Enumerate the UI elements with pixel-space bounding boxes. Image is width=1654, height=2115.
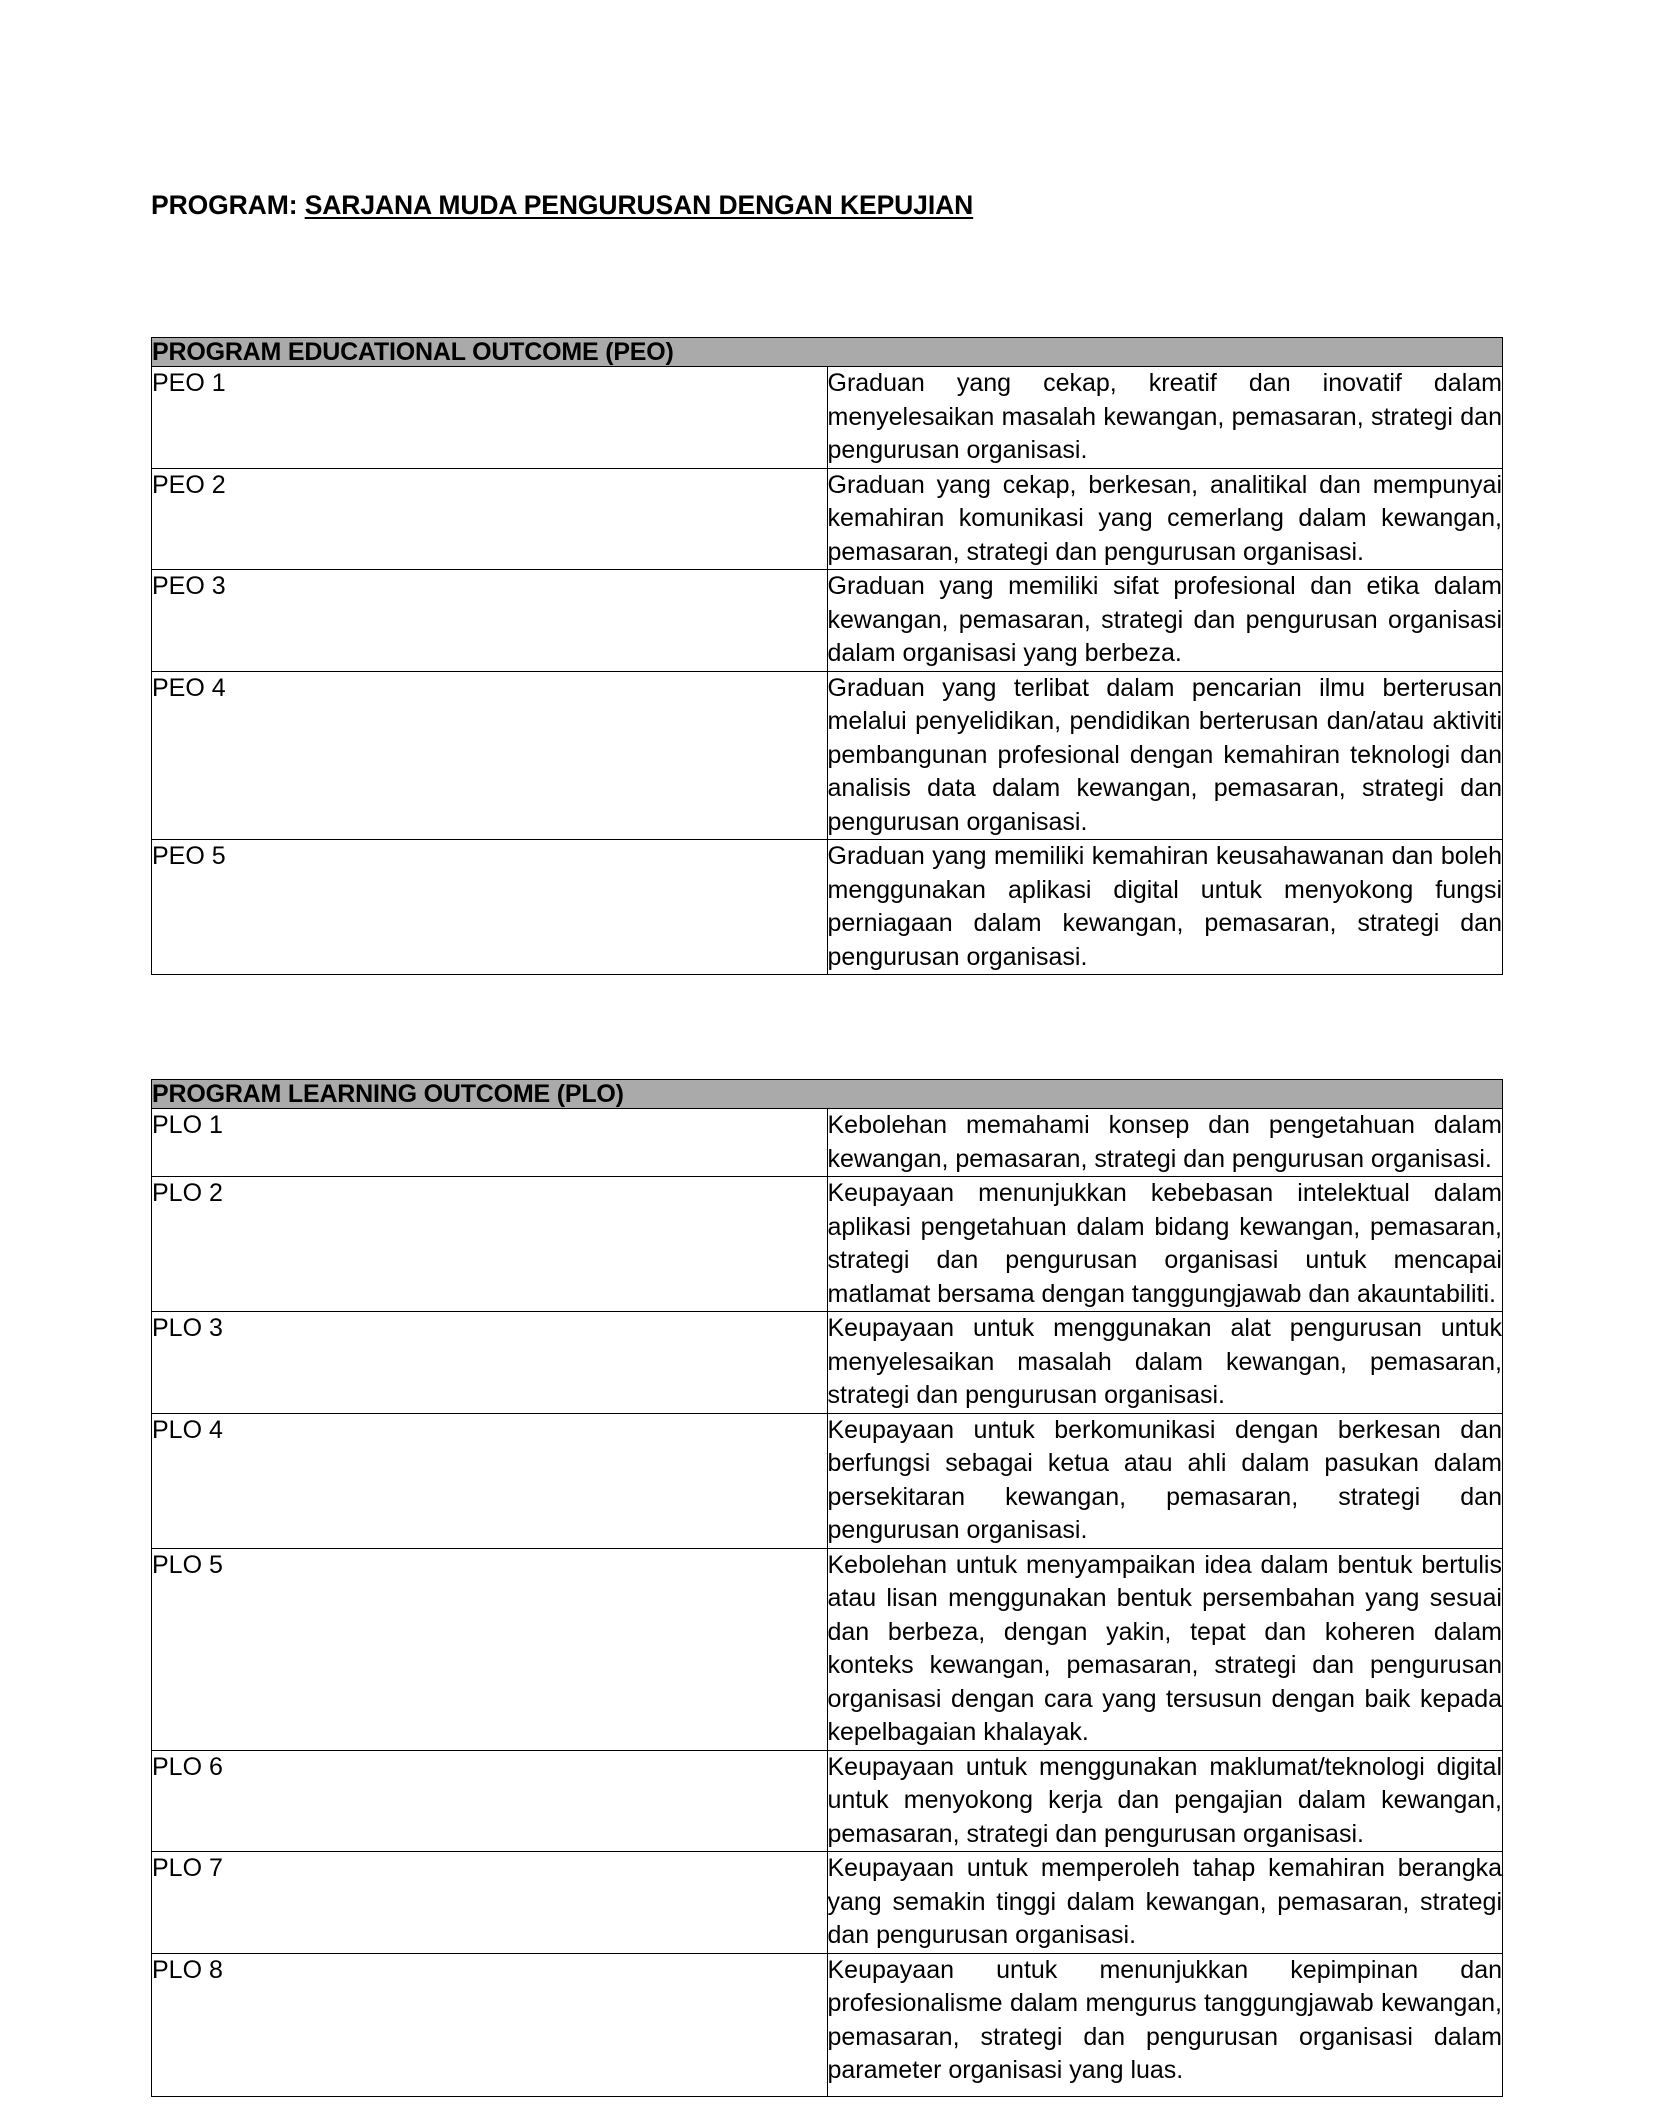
plo-description — [827, 1548, 1503, 1750]
plo-description-text: Keupayaan untuk berkomunikasi dengan berkesan dan berfungsi sebagai ketua atau ahli dalam pasukan dalam persekitaran kewangan, pemasaran, strategi dan pengurusan organisasi. — [827, 1415, 1502, 1544]
plo-description-text: Keupayaan untuk menggunakan maklumat/teknologi digital untuk menyokong kerja dan pengajian dalam kewangan, pemasaran, strategi dan pengurusan organisasi. — [827, 1752, 1502, 1848]
plo-description — [827, 1413, 1503, 1548]
table-row — [152, 1312, 1503, 1414]
plo-description-text: Kebolehan untuk menyampaikan idea dalam bentuk bertulis atau lisan menggunakan bentuk persembahan yang sesuai dan berbeza, dengan yakin, tepat dan koheren dalam konteks kewangan, pemasaran, strategi dan pengurusan organisasi dengan cara yang tersusun dengan baik kepada kepelbagaian khalayak. — [827, 1550, 1502, 1746]
plo-code: PLO 5 — [152, 1548, 828, 1750]
peo-description-text: Graduan yang cekap, berkesan, analitikal dan mempunyai kemahiran komunikasi yang cemerlang dalam kewangan, pemasaran, strategi dan pengurusan organisasi. — [827, 470, 1502, 566]
table-row — [152, 1852, 1503, 1954]
table-row — [152, 1413, 1503, 1548]
peo-description — [827, 840, 1503, 975]
plo-code: PLO 7 — [152, 1852, 828, 1954]
plo-table-body — [152, 1080, 1503, 2097]
peo-table — [151, 337, 1503, 975]
plo-description-text: Keupayaan untuk memperoleh tahap kemahiran berangka yang semakin tinggi dalam kewangan, pemasaran, strategi dan pengurusan organisasi. — [827, 1854, 1502, 1949]
peo-code: PEO 5 — [152, 840, 828, 975]
plo-description-text: Keupayaan untuk menggunakan alat pengurusan untuk menyelesaikan masalah dalam kewangan, pemasaran, strategi dan pengurusan organisasi. — [827, 1314, 1502, 1409]
plo-description — [827, 1312, 1503, 1414]
plo-description — [827, 1852, 1503, 1954]
table-row — [152, 570, 1503, 672]
page-title-label: PROGRAM: — [151, 190, 298, 220]
peo-table-header-row — [152, 338, 1503, 367]
plo-code: PLO 8 — [152, 1953, 828, 2096]
table-row — [152, 1548, 1503, 1750]
table-row — [152, 1953, 1503, 2096]
table-row — [152, 367, 1503, 469]
peo-description — [827, 570, 1503, 672]
page-title — [151, 190, 973, 221]
peo-description-text: Graduan yang memiliki sifat profesional dan etika dalam kewangan, pemasaran, strategi dan pengurusan organisasi dalam organisasi yang berbeza. — [827, 572, 1502, 667]
plo-description — [827, 1750, 1503, 1852]
plo-description-text: Keupayaan menunjukkan kebebasan intelektual dalam aplikasi pengetahuan dalam bidang kewangan, pemasaran, strategi dan pengurusan organisasi untuk mencapai matlamat bersama dengan tanggungjawab dan akauntabiliti. — [827, 1179, 1502, 1308]
peo-description — [827, 671, 1503, 840]
plo-description — [827, 1953, 1503, 2096]
plo-table — [151, 1079, 1503, 2097]
plo-code: PLO 1 — [152, 1109, 828, 1177]
peo-description-text: Graduan yang cekap, kreatif dan inovatif dalam menyelesaikan masalah kewangan, pemasaran, strategi dan pengurusan organisasi. — [827, 369, 1502, 464]
table-row — [152, 671, 1503, 840]
table-row — [152, 1750, 1503, 1852]
peo-description — [827, 468, 1503, 570]
plo-section-header: PROGRAM LEARNING OUTCOME (PLO) — [152, 1080, 1503, 1109]
table-row — [152, 468, 1503, 570]
plo-description-text: Keupayaan untuk menunjukkan kepimpinan dan profesionalisme dalam mengurus tanggungjawab kewangan, pemasaran, strategi dan pengurusan organisasi dalam parameter organisasi yang luas. — [827, 1955, 1502, 2084]
peo-code: PEO 3 — [152, 570, 828, 672]
plo-description-text: Kebolehan memahami konsep dan pengetahuan dalam kewangan, pemasaran, strategi dan pengurusan organisasi. — [827, 1111, 1502, 1173]
plo-code: PLO 4 — [152, 1413, 828, 1548]
peo-description-text: Graduan yang terlibat dalam pencarian ilmu berterusan melalui penyelidikan, pendidikan berterusan dan/atau aktiviti pembangunan profesional dengan kemahiran teknologi dan analisis data dalam kewangan, pemasaran, strategi dan pengurusan organisasi. — [827, 673, 1502, 836]
plo-code: PLO 2 — [152, 1177, 828, 1312]
peo-code: PEO 4 — [152, 671, 828, 840]
plo-table-header-row — [152, 1080, 1503, 1109]
table-row — [152, 1109, 1503, 1177]
peo-description — [827, 367, 1503, 469]
table-row — [152, 840, 1503, 975]
peo-table-body — [152, 338, 1503, 975]
plo-code: PLO 3 — [152, 1312, 828, 1414]
plo-code: PLO 6 — [152, 1750, 828, 1852]
peo-code: PEO 2 — [152, 468, 828, 570]
peo-description-text: Graduan yang memiliki kemahiran keusahawanan dan boleh menggunakan aplikasi digital untuk menyokong fungsi perniagaan dalam kewangan, pemasaran, strategi dan pengurusan organisasi. — [827, 842, 1502, 971]
peo-section-header: PROGRAM EDUCATIONAL OUTCOME (PEO) — [152, 338, 1503, 367]
table-row — [152, 1177, 1503, 1312]
plo-description — [827, 1177, 1503, 1312]
page-title-program-name: SARJANA MUDA PENGURUSAN DENGAN KEPUJIAN — [304, 190, 974, 220]
peo-code: PEO 1 — [152, 367, 828, 469]
plo-description — [827, 1109, 1503, 1177]
